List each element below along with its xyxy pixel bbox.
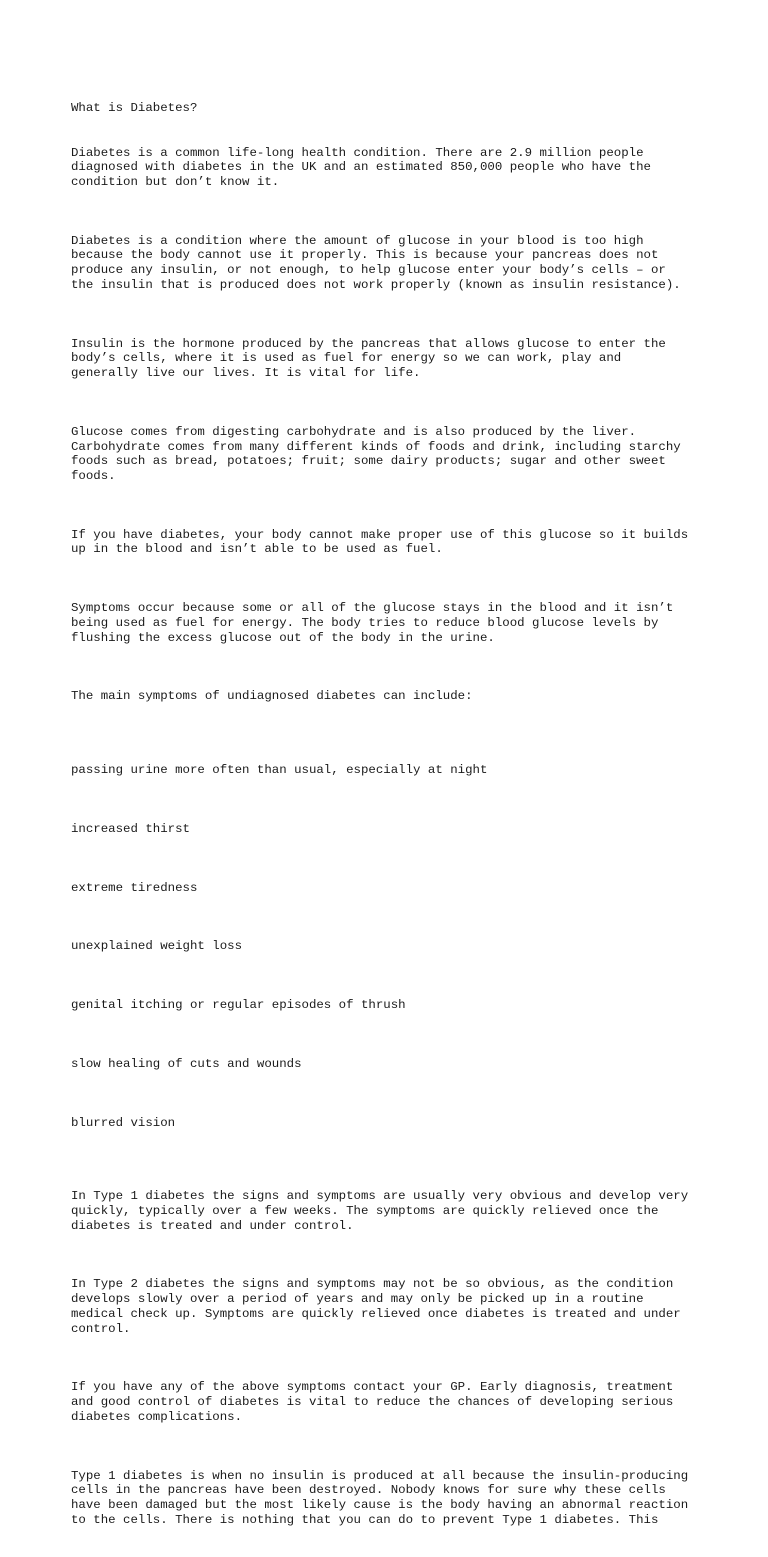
paragraph-symptoms-occur: Symptoms occur because some or all of the glucose stays in the blood and it isn’t being used as fuel for energy. The body tries to reduce blood glucose levels by flushing the excess glucose out of the body in the urine. (71, 601, 674, 645)
paragraph-type1-definition: Type 1 diabetes is when no insulin is produced at all because the insulin-producing cells in the pancreas have been destroyed. Nobody knows for sure why these cells have been damaged but the most likely cause is the body having an abnormal reaction to the cells. There is nothing that you can do to prevent Type 1 diabetes. This (71, 1468, 689, 1527)
symptom-item: blurred vision (71, 1115, 176, 1130)
paragraph-glucose-source: Glucose comes from digesting carbohydrate and is also produced by the liver. Carbohydrate comes from many different kinds of foods and drink, including starchy foods such as bread, potatoes; fruit; some dairy products; sugar and other sweet foods. (71, 424, 681, 483)
symptom-item: unexplained weight loss (71, 939, 243, 954)
document-title: What is Diabetes? (71, 101, 198, 116)
paragraph-main-symptoms-intro: The main symptoms of undiagnosed diabetes can include: (71, 689, 473, 704)
paragraph-type1-symptoms: In Type 1 diabetes the signs and symptoms are usually very obvious and develop very quickly, typically over a few weeks. The symptoms are quickly relieved once the diabetes is treated and under control. (71, 1189, 689, 1233)
paragraph-contact-gp: If you have any of the above symptoms contact your GP. Early diagnosis, treatment and good control of diabetes is vital to reduce the chances of developing serious diabetes complications. (71, 1380, 674, 1424)
paragraph-insulin-hormone: Insulin is the hormone produced by the pancreas that allows glucose to enter the body’s cells, where it is used as fuel for energy so we can work, play and generally live our lives. It is vital for life. (71, 336, 666, 381)
document-page (71, 72, 711, 1557)
symptom-item: extreme tiredness (71, 880, 198, 895)
symptom-item: passing urine more often than usual, especially at night (71, 762, 488, 777)
symptom-item: slow healing of cuts and wounds (71, 1056, 302, 1071)
symptom-item: increased thirst (71, 821, 190, 836)
symptom-item: genital itching or regular episodes of thrush (71, 998, 406, 1013)
paragraph-glucose-too-high: Diabetes is a condition where the amount of glucose in your blood is too high because the body cannot use it properly. This is because your pancreas does not produce any insulin, or not enough, to help glucose enter your body’s cells – or the insulin that is produced does not work properly (known as insulin resistance). (71, 233, 681, 292)
paragraph-intro: Diabetes is a common life-long health condition. There are 2.9 million people diagnosed with diabetes in the UK and an estimated 850,000 people who have the condition but don’t know it. (71, 145, 651, 189)
paragraph-type2-symptoms: In Type 2 diabetes the signs and symptoms may not be so obvious, as the condition develops slowly over a period of years and may only be picked up in a routine medical check up. Symptoms are quickly relieved once diabetes is treated and under control. (71, 1277, 681, 1336)
paragraph-glucose-builds-up: If you have diabetes, your body cannot make proper use of this glucose so it builds up in the blood and isn’t able to be used as fuel. (71, 527, 689, 557)
